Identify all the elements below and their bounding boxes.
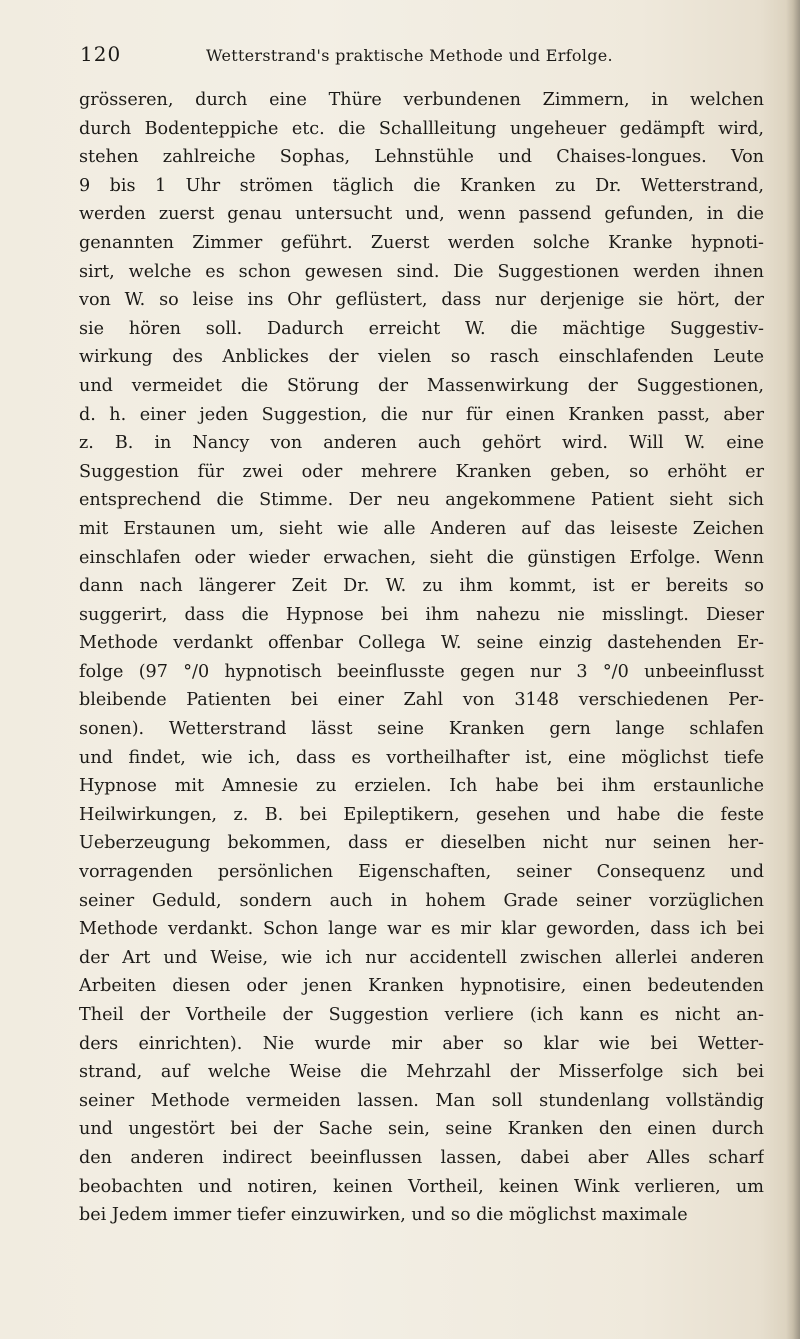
text-line: Suggestion für zwei oder mehrere Kranken geben, so erhöht er	[79, 461, 764, 482]
running-head: Wetterstrand's praktische Methode und Erfolge.	[206, 46, 613, 65]
page-number: 120	[80, 42, 122, 66]
text-line: strand, auf welche Weise die Mehrzahl der Misserfolge sich bei	[79, 1062, 764, 1083]
text-line: und vermeidet die Störung der Massenwirkung der Suggestionen,	[79, 375, 764, 396]
text-line: folge (97 °/0 hypnotisch beeinflusste gegen nur 3 °/0 unbeeinflusst	[79, 661, 764, 682]
text-line: und findet, wie ich, dass es vortheilhafter ist, eine möglichst tiefe	[79, 747, 764, 768]
body-text	[79, 86, 764, 1230]
text-line: seiner Geduld, sondern auch in hohem Grade seiner vorzüglichen	[79, 890, 764, 911]
text-line: ders einrichten). Nie wurde mir aber so klar wie bei Wetter-	[79, 1033, 764, 1054]
text-line: Methode verdankt offenbar Collega W. seine einzig dastehenden Er-	[79, 633, 764, 654]
text-line: seiner Methode vermeiden lassen. Man soll stundenlang vollständig	[79, 1090, 764, 1111]
text-line: d. h. einer jeden Suggestion, die nur für einen Kranken passt, aber	[79, 404, 764, 425]
text-line: Heilwirkungen, z. B. bei Epileptikern, gesehen und habe die feste	[79, 804, 764, 825]
text-line: mit Erstaunen um, sieht wie alle Anderen auf das leiseste Zeichen	[79, 518, 764, 539]
text-line: Methode verdankt. Schon lange war es mir klar geworden, dass ich bei	[79, 919, 764, 940]
text-line: und ungestört bei der Sache sein, seine Kranken den einen durch	[79, 1119, 764, 1140]
text-line: einschlafen oder wieder erwachen, sieht die günstigen Erfolge. Wenn	[79, 547, 764, 568]
text-line: 9 bis 1 Uhr strömen täglich die Kranken zu Dr. Wetterstrand,	[79, 175, 764, 196]
text-line: z. B. in Nancy von anderen auch gehört wird. Will W. eine	[79, 433, 764, 454]
text-line: vorragenden persönlichen Eigenschaften, seiner Consequenz und	[79, 862, 764, 883]
text-line: sirt, welche es schon gewesen sind. Die Suggestionen werden ihnen	[79, 261, 764, 282]
text-line: sonen). Wetterstrand lässt seine Kranken gern lange schlafen	[79, 719, 764, 740]
text-line: der Art und Weise, wie ich nur accidentell zwischen allerlei anderen	[79, 947, 764, 968]
text-line: werden zuerst genau untersucht und, wenn passend gefunden, in die	[79, 204, 764, 225]
text-line: suggerirt, dass die Hypnose bei ihm nahezu nie misslingt. Dieser	[79, 604, 764, 625]
text-line: genannten Zimmer geführt. Zuerst werden solche Kranke hypnoti-	[79, 232, 764, 253]
text-line: beobachten und notiren, keinen Vortheil, keinen Wink verlieren, um	[79, 1176, 764, 1197]
page-header	[80, 42, 760, 72]
text-line: grösseren, durch eine Thüre verbundenen Zimmern, in welchen	[79, 90, 764, 110]
text-line: stehen zahlreiche Sophas, Lehnstühle und Chaises-longues. Von	[79, 147, 764, 168]
text-line: Ueberzeugung bekommen, dass er dieselben nicht nur seinen her-	[79, 833, 764, 854]
text-line: wirkung des Anblickes der vielen so rasch einschlafenden Leute	[79, 347, 764, 368]
page-edge-shadow	[786, 0, 800, 1339]
text-line: dann nach längerer Zeit Dr. W. zu ihm kommt, ist er bereits so	[79, 576, 764, 597]
text-line: den anderen indirect beeinflussen lassen, dabei aber Alles scharf	[79, 1147, 764, 1168]
text-line: Hypnose mit Amnesie zu erzielen. Ich habe bei ihm erstaunliche	[79, 776, 764, 797]
text-line: Theil der Vortheile der Suggestion verliere (ich kann es nicht an-	[79, 1005, 764, 1025]
text-line: Arbeiten diesen oder jenen Kranken hypnotisire, einen bedeutenden	[79, 976, 764, 997]
text-line: bleibende Patienten bei einer Zahl von 3148 verschiedenen Per-	[79, 690, 764, 711]
text-line: entsprechend die Stimme. Der neu angekommene Patient sieht sich	[79, 490, 764, 511]
text-line: durch Bodenteppiche etc. die Schallleitung ungeheuer gedämpft wird,	[79, 118, 764, 139]
text-line: sie hören soll. Dadurch erreicht W. die mächtige Suggestiv-	[79, 318, 764, 339]
text-line: von W. so leise ins Ohr geflüstert, dass nur derjenige sie hört, der	[79, 290, 764, 311]
text-line: bei Jedem immer tiefer einzuwirken, und so die möglichst maximale	[79, 1205, 688, 1226]
